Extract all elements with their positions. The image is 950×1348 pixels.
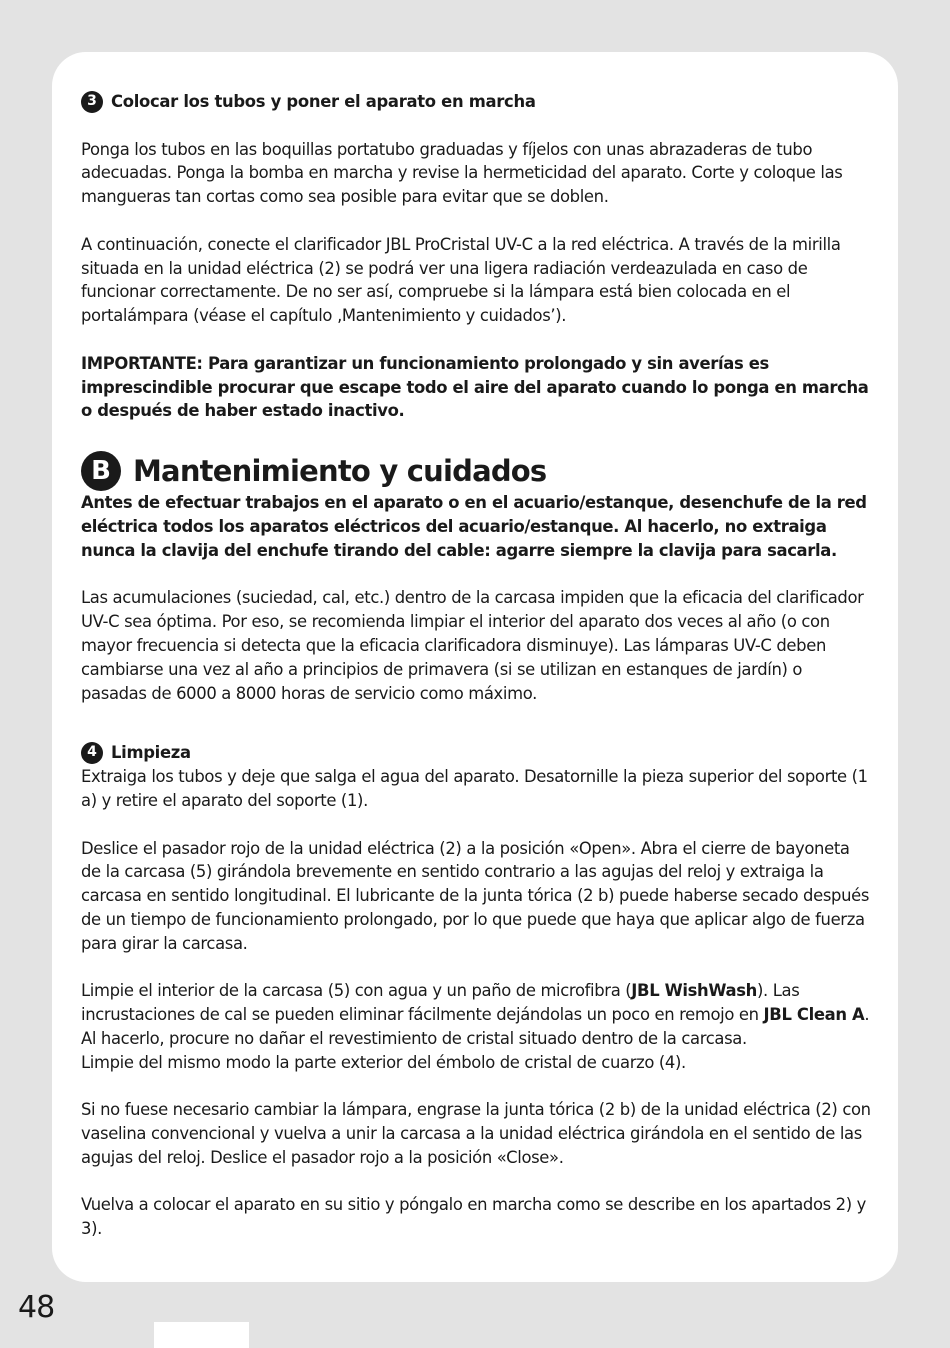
step3-title: Colocar los tubos y poner el aparato en marcha (111, 92, 536, 111)
section-b-letter: B (81, 451, 121, 491)
step4-p3-part-a: Limpie el interior de la carcasa (5) con agua y un paño de microfibra ( (81, 981, 632, 1001)
step4-paragraph-4: Si no fuese necesario cambiar la lámpara, engrase la junta tórica (2 b) de la unidad eléctrica (2) con vaselina convencional y vuelva a unir la carcasa a la unidad eléctrica girándola en el sentido de las agujas del reloj. Deslice el pasador rojo a la posición «Close». (81, 1100, 871, 1167)
step3-paragraph-2: A continuación, conecte el clarificador JBL ProCristal UV-C a la red eléctrica. A través de la mirilla situada en la unidad eléctrica (2) se podrá ver una ligera radiación verdeazulada en caso de funcionar correctamente. De no ser así, compruebe si la lámpara está bien colocada en el portalámpara (véase el capítulo ‚Mantenimiento y cuidados’). (81, 234, 841, 326)
step4-p3-part-f: Limpie del mismo modo la parte exterior del émbolo de cristal de cuarzo (4). (81, 1052, 686, 1072)
product-wishwash: JBL WishWash (631, 981, 757, 1001)
step4-paragraph-2: Deslice el pasador rojo de la unidad eléctrica (2) a la posición «Open». Abra el cierre de bayoneta de la carcasa (5) girándola brevemente en sentido contrario a las agujas del reloj y extraiga la carcasa en sentido longitudinal. El lubricante de la junta tórica (2 b) puede haberse secado después de un tiempo de funcionamiento prolongado, por lo que puede que haya que aplicar algo de fuerza para girar la carcasa. (81, 838, 870, 953)
section-b-warning: Antes de efectuar trabajos en el aparato o en el acuario/estanque, desenchufe de la red eléctrica todos los aparatos eléctricos del acuario/estanque. Al hacerlo, no extraiga nunca la clavija del enchufe tirando del cable: agarre siempre la clavija para sacarla. (81, 493, 867, 560)
page-number: 48 (18, 1290, 55, 1325)
footer-tab (154, 1322, 249, 1348)
product-clean-a: JBL Clean A (763, 1005, 865, 1025)
section-b-heading (81, 451, 871, 491)
step4-p3-part-e: . Al hacerlo, procure no dañar el revestimiento de cristal situado dentro de la carcasa. (81, 1005, 870, 1048)
step3-important: IMPORTANTE: Para garantizar un funcionamiento prolongado y sin averías es imprescindible procurar que escape todo el aire del aparato cuando lo ponga en marcha o después de haber estado inactivo. (81, 353, 869, 421)
step4-heading (81, 741, 871, 765)
step3-heading (81, 90, 871, 114)
section-b-title: Mantenimiento y cuidados (133, 454, 547, 489)
step4-title: Limpieza (111, 743, 191, 763)
step3-paragraph-1: Ponga los tubos en las boquillas portatubo graduadas y fíjelos con unas abrazaderas de tubo adecuadas. Ponga la bomba en marcha y revise la hermeticidad del aparato. Corte y coloque las mangueras tan cortas como sea posible para evitar que se doblen. (81, 139, 843, 207)
step4-number: 4 (81, 742, 103, 764)
step4-p3-part-c: ). Las incrustaciones de cal se pueden eliminar fácilmente dejándolas un poco en remojo en (81, 981, 800, 1025)
page-content (81, 90, 871, 1241)
step4-paragraph-3 (81, 979, 871, 1074)
step4-paragraph-5: Vuelva a colocar el aparato en su sitio y póngalo en marcha como se describe en los apartados 2) y 3). (81, 1195, 867, 1239)
section-b-paragraph-1: Las acumulaciones (suciedad, cal, etc.) dentro de la carcasa impiden que la eficacia del clarificador UV-C sea óptima. Por eso, se recomienda limpiar el interior del aparato dos veces al año (o con mayor frecuencia si detecta que la eficacia clarificadora disminuye). Las lámparas UV-C deben cambiarse una vez al año a principios de primavera (si se utilizan en estanques de jardín) o pasadas de 6000 a 8000 horas de servicio como máximo. (81, 588, 864, 703)
step4-paragraph-1: Extraiga los tubos y deje que salga el agua del aparato. Desatornille la pieza superior del soporte (1 a) y retire el aparato del soporte (1). (81, 767, 868, 810)
step3-number: 3 (81, 91, 103, 113)
